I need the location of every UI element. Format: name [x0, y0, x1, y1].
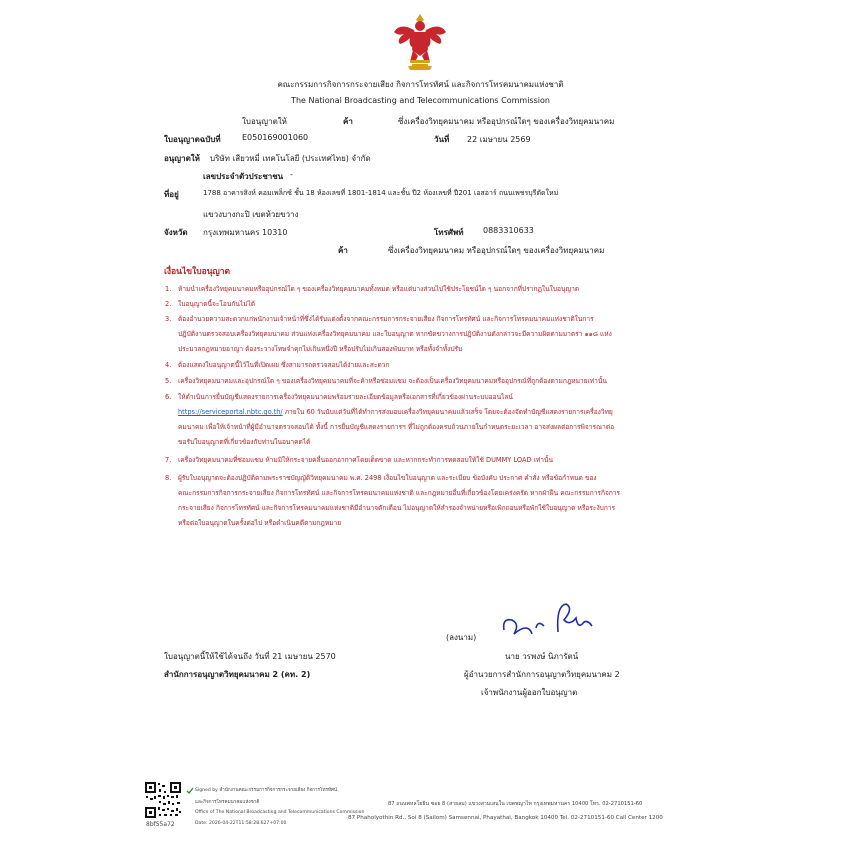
id-label: เลขประจำตัวประชาชน	[203, 172, 284, 181]
licensing-office: สำนักการอนุญาตวิทยุคมนาคม 2 (คท. 2)	[164, 670, 311, 679]
condition-line: หรือต่อใบอนุญาตในครั้งต่อไป หรือดำเนินคดีตามกฎหมาย	[178, 519, 342, 527]
condition-number: 3.	[165, 315, 172, 323]
license-date-label: วันที่	[434, 135, 450, 144]
condition-line: เครื่องวิทยุคมนาคมที่ซ่อมแซม ห้ามมิให้กระจายคลื่นออกอากาศโดยเด็ดขาด และหากกระทำการทดสอบให้ใช้ DUMMY LOAD เท่านั้น	[178, 456, 553, 464]
address-line-2: แขวงบางกะปิ เขตห้วยขวาง	[203, 210, 299, 219]
trade-label: ค้า	[338, 246, 348, 255]
condition-line: ให้ดำเนินการยื่นบัญชีแสดงรายการเครื่องวิทยุคมนาคมพร้อมรายละเอียดข้อมูลหรือเอกสารที่เกี่ยวข้องผ่านระบบออนไลน์	[178, 393, 513, 401]
signer-position: ผู้อำนวยการสำนักการอนุญาตวิทยุคมนาคม 2	[464, 670, 620, 679]
license-date-value: 22 เมษายน 2569	[467, 135, 531, 144]
condition-number: 1.	[165, 285, 172, 293]
footer-address-english: 87 Phaholyothin Rd., Soi 8 (Sailom) Samsennai, Phayathai, Bangkok 10400 Tel. 02-2710151-60 Call Center 1200	[348, 815, 663, 821]
condition-line: ประมวลกฎหมายอาญา ต้องระวางโทษจำคุกไม่เกินหนึ่งปี หรือปรับไม่เกินสองพันบาท หรือทั้งจำทั้งปรับ	[178, 345, 463, 353]
condition-number: 8.	[165, 474, 172, 482]
handwritten-signature	[498, 600, 598, 642]
condition-number: 5.	[165, 377, 172, 385]
province-value: กรุงเทพมหานคร 10310	[203, 228, 288, 237]
condition-line: ห้ามนำเครื่องวิทยุคมนาคมหรืออุปกรณ์ใด ๆ ของเครื่องวิทยุคมนาคมทั้งหมด หรือแต่บางส่วนไปใช้ประโยชน์ใด ๆ นอกจากที่ปรากฏในใบอนุญาต	[178, 285, 580, 293]
signed-date: Date: 2026-04-22T11:58:28.627+07:00	[195, 821, 287, 826]
condition-number: 2.	[165, 300, 172, 308]
condition-line: คณะกรรมการกิจการกระจายเสียง กิจการโทรทัศน์ และกิจการโทรคมนาคมแห่งชาติ และกฎหมายอื่นที่เกี่ยวข้องโดยเคร่งครัด หากฝ่าฝืน คณะกรรมการกิจการ	[178, 489, 621, 497]
grantee-label: อนุญาตให้	[164, 154, 200, 163]
license-type-desc: ซึ่งเครื่องวิทยุคมนาคม หรืออุปกรณ์ใดๆ ของเครื่องวิทยุคมนาคม	[398, 117, 615, 126]
conditions-title: เงื่อนไขใบอนุญาต	[164, 267, 231, 277]
agency-name-english: The National Broadcasting and Telecommunications Commission	[291, 96, 550, 105]
condition-line	[178, 406, 678, 420]
agency-name-thai: คณะกรรมการกิจการกระจายเสียง กิจการโทรทัศน์ และกิจการโทรคมนาคมแห่งชาติ	[277, 80, 564, 89]
phone-value: 0883310633	[483, 226, 534, 235]
license-number-label: ใบอนุญาตฉบับที่	[164, 135, 221, 144]
condition-number: 6.	[165, 393, 172, 401]
signed-by-line-3: Office of The National Broadcasting and Telecommunications Commission	[195, 810, 365, 815]
sign-label: (ลงนาม)	[446, 633, 477, 642]
province-label: จังหวัด	[164, 228, 188, 237]
footer-address-thai: 87 ถนนพหลโยธิน ซอย 8 (สายลม) แขวงสามเสนใน เขตพญาไท กรุงเทพมหานคร 10400 โทร. 02-2710151-60	[388, 801, 643, 807]
condition-line: ใบอนุญาตนี้จะโอนกันไม่ได้	[178, 300, 256, 308]
signed-by-line-1: Signed by สำนักงานคณะกรรมการกิจการกระจายเสียง กิจการโทรทัศน์	[195, 788, 338, 793]
qr-code-label: 8bf55a72	[146, 821, 175, 828]
qr-code-icon	[144, 781, 182, 819]
phone-label: โทรศัพท์	[434, 228, 464, 237]
id-value: -	[290, 170, 293, 179]
condition-line: ขอรับใบอนุญาตที่เกี่ยวข้องกับท่านในอนาคตได้	[178, 438, 311, 446]
grantee-value: บริษัท เสียวหมี่ เทคโนโลยี (ประเทศไทย) จำกัด	[210, 154, 371, 163]
service-portal-link[interactable]: https://serviceportal.nbtc.go.th/	[178, 408, 283, 416]
license-type-value: ค้า	[343, 117, 353, 126]
address-line-1: 1788 อาคารสิงห์ คอมเพล็กซ์ ชั้น 18 ห้องเลขที่ 1801-1814 และชั้น ปี2 ห้องเลขที่ ปี201 เอสอาร์ ถนนเพชรบุรีตัดใหม่	[203, 189, 559, 197]
condition-line: ต้องแสดงใบอนุญาตนี้ไว้ในที่เปิดเผย ซึ่งสามารถตรวจสอบได้ง่ายและสะดวก	[178, 361, 390, 369]
signature-check-icon	[186, 787, 194, 795]
condition-line: ผู้รับใบอนุญาตจะต้องปฏิบัติตามพระราชบัญญัติวิทยุคมนาคม พ.ศ. 2498 เงื่อนไขใบอนุญาต และระเบียบ ข้อบังคับ ประกาศ คำสั่ง หรือข้อกำหนด ของ	[178, 474, 597, 482]
condition-line: กระจายเสียง กิจการโทรทัศน์ และกิจการโทรคมนาคมแห่งชาติมีอำนาจตักเตือน ไม่อนุญาตให้สำรองจำหน่ายหรือเพิกถอนหรือพักใช้ใบอนุญาต หรือระงับการ	[178, 504, 616, 512]
signer-role: เจ้าพนักงานผู้ออกใบอนุญาต	[481, 688, 578, 697]
condition-number: 7.	[165, 456, 172, 464]
license-number-value: E050169001060	[242, 133, 309, 142]
garuda-emblem	[390, 10, 450, 72]
signer-name: นาย วรพงษ์ นิภารัตน์	[505, 652, 579, 661]
validity-text: ใบอนุญาตนี้ให้ใช้ได้จนถึง วันที่ 21 เมษายน 2570	[164, 652, 336, 661]
condition-line: คมนาคม เพื่อให้เจ้าหน้าที่ผู้มีอำนาจตรวจสอบได้ ทั้งนี้ การยื่นบัญชีแสดงรายการฯ ที่ไม่ถูกต้องครบถ้วนภายในกำหนดระยะเวลา อาจส่งผลต่อการพิจารณาต่อ	[178, 423, 615, 431]
trade-value: ซึ่งเครื่องวิทยุคมนาคม หรืออุปกรณ์ใดๆ ของเครื่องวิทยุคมนาคม	[388, 246, 605, 255]
address-label: ที่อยู่	[164, 190, 179, 199]
condition-line: ปฏิบัติงานตรวจสอบเครื่องวิทยุคมนาคม ส่วนแห่งเครื่องวิทยุคมนาคม และใบอนุญาต หากขัดขวางการปฏิบัติงานดังกล่าวจะมีความผิดตามมาตรา ๑๑๘ แห่ง	[178, 330, 612, 338]
license-type-label: ใบอนุญาตให้	[242, 117, 287, 126]
signed-by-line-2: และกิจการโทรคมนาคมแห่งชาติ	[195, 800, 260, 805]
condition-number: 4.	[165, 361, 172, 369]
condition-line: ต้องอำนวยความสะดวกแก่พนักงานเจ้าหน้าที่ซึ่งได้รับแต่งตั้งจากคณะกรรมการกระจายเสียง กิจการโทรทัศน์ และกิจการโทรคมนาคมแห่งชาติในการ	[178, 315, 594, 323]
condition-line-text: ภายใน 60 วันนับแต่วันที่ได้ทำการส่งมอบเครื่องวิทยุคมนาคมแล้วเสร็จ โดยจะต้องจัดทำบัญชีแสดงรายการเครื่องวิทยุ	[282, 408, 613, 416]
condition-line: เครื่องวิทยุคมนาคมและอุปกรณ์ใด ๆ ของเครื่องวิทยุคมนาคมที่จะค้าหรือซ่อมแซม จะต้องเป็นเครื่องวิทยุคมนาคมหรืออุปกรณ์ที่ถูกต้องตามกฎหมายเท่านั้น	[178, 377, 607, 385]
